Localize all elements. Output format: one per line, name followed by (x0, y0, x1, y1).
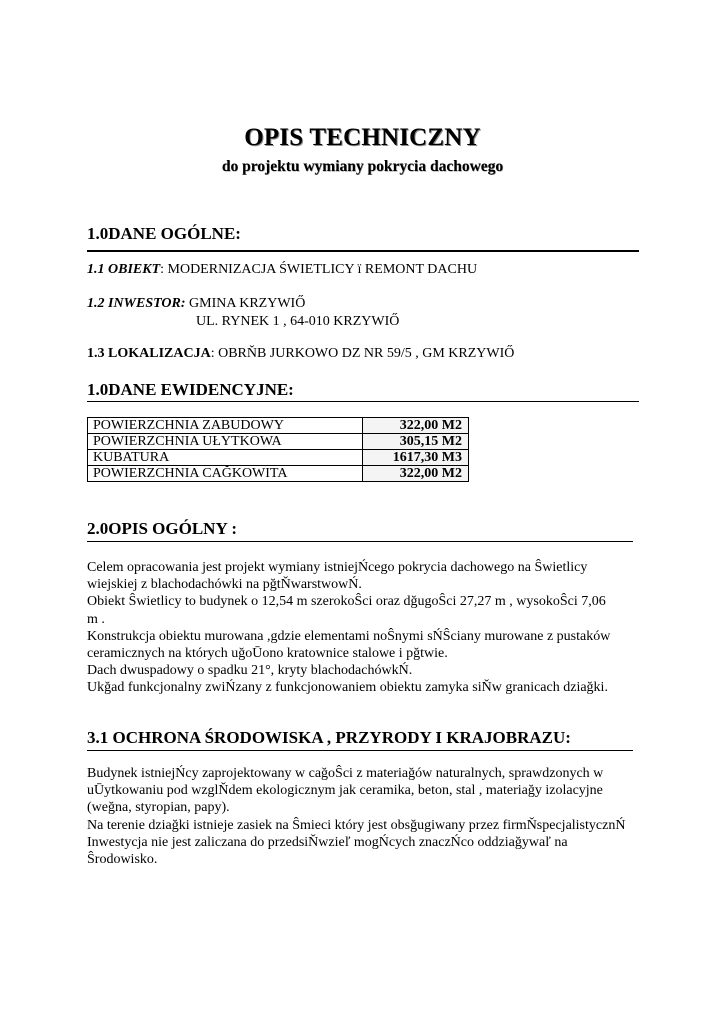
table-cell-value: 322,00 M2 (363, 466, 469, 482)
paragraph-line: Inwestycja nie jest zaliczana do przedsiŇwzieľ mogŃcych znaczŃco oddziağywaľ na (87, 834, 568, 850)
section-heading-opis-ogolny: 2.0OPIS OGÓLNY : (87, 519, 238, 538)
table-cell-name: POWIERZCHNIA CAĞKOWITA (88, 466, 363, 482)
table-row (88, 434, 469, 450)
lokalizacja-value: : OBRŇB JURKOWO DZ NR 59/5 , GM KRZYWIŐ (210, 346, 515, 361)
paragraph-line: Ukğad funkcjonalny zwiŃzany z funkcjonowaniem obiektu zamyka siŇw granicach dziağki. (87, 680, 608, 696)
inwestor-value: GMINA KRZYWIŐ (185, 296, 306, 311)
document-title: OPIS TECHNICZNY (244, 124, 481, 151)
table-row (88, 418, 469, 434)
section-divider (87, 401, 639, 402)
obiekt-label: 1.1 OBIEKT (87, 262, 161, 277)
opis-ogolny-paragraph (87, 559, 639, 697)
document-subtitle: do projektu wymiany pokrycia dachowego (221, 158, 504, 175)
table-cell-value: 322,00 M2 (363, 418, 469, 434)
inwestor-label: 1.2 INWESTOR: (87, 296, 186, 311)
table-cell-name: POWIERZCHNIA UŁYTKOWA (88, 434, 363, 450)
table-row (88, 450, 469, 466)
paragraph-line: Budynek istniejŃcy zaprojektowany w cağoŜci z materiağów naturalnych, sprawdzonych w (87, 766, 604, 781)
ochrona-paragraph (87, 765, 639, 868)
paragraph-line: uŪytkowaniu pod wzglŇdem ekologicznym jak ceramika, beton, stal , materiağy izolacyjne (87, 783, 603, 799)
ewidencja-table (87, 417, 469, 482)
table-cell-value: 1617,30 M3 (363, 450, 469, 466)
table-cell-value: 305,15 M2 (363, 434, 469, 450)
table-row (88, 466, 469, 482)
section-heading-ochrona-srodowiska: 3.1 OCHRONA ŚRODOWISKA , PRZYRODY I KRAJOBRAZU: (87, 728, 571, 747)
section-heading-dane-ogolne: 1.0DANE OGÓLNE: (87, 224, 241, 243)
paragraph-line: ceramicznych na których uğoŪono kratownice stalowe i pğtwie. (87, 646, 448, 662)
inwestor-line (87, 296, 305, 312)
paragraph-line: Konstrukcja obiektu murowana ,gdzie elementami noŜnymi sŃŜciany murowane z pustaków (87, 628, 611, 644)
paragraph-line: m . (87, 611, 105, 627)
section-heading-dane-ewidencyjne: 1.0DANE EWIDENCYJNE: (87, 380, 294, 399)
obiekt-line (87, 262, 477, 278)
obiekt-value: : MODERNIZACJA ŚWIETLICY ï REMONT DACHU (160, 262, 478, 277)
section-divider (87, 541, 633, 542)
section-divider (87, 250, 639, 252)
paragraph-line: wiejskiej z blachodachówki na pğtŇwarstwowŃ. (87, 577, 362, 593)
lokalizacja-line (87, 346, 514, 362)
table-cell-name: POWIERZCHNIA ZABUDOWY (88, 418, 363, 434)
paragraph-line: Celem opracowania jest projekt wymiany istniejŃcego pokrycia dachowego na Ŝwietlicy (87, 560, 588, 575)
lokalizacja-label: 1.3 LOKALIZACJA (87, 346, 211, 361)
paragraph-line: (weğna, styropian, papy). (87, 800, 230, 816)
paragraph-line: Dach dwuspadowy o spadku 21°, kryty blachodachówkŃ. (87, 663, 413, 679)
inwestor-address: UL. RYNEK 1 , 64-010 KRZYWIŐ (196, 314, 400, 329)
table-cell-name: KUBATURA (88, 450, 363, 466)
section-divider (87, 750, 633, 751)
paragraph-line: Na terenie dziağki istnieje zasiek na Ŝmieci który jest obsğugiwany przez firmŇspecjalistycznŃ (87, 817, 626, 833)
paragraph-line: Ŝrodowisko. (87, 852, 158, 868)
paragraph-line: Obiekt Ŝwietlicy to budynek o 12,54 m szerokoŜci oraz dğugoŜci 27,27 m , wysokoŜci 7,06 (87, 594, 606, 610)
